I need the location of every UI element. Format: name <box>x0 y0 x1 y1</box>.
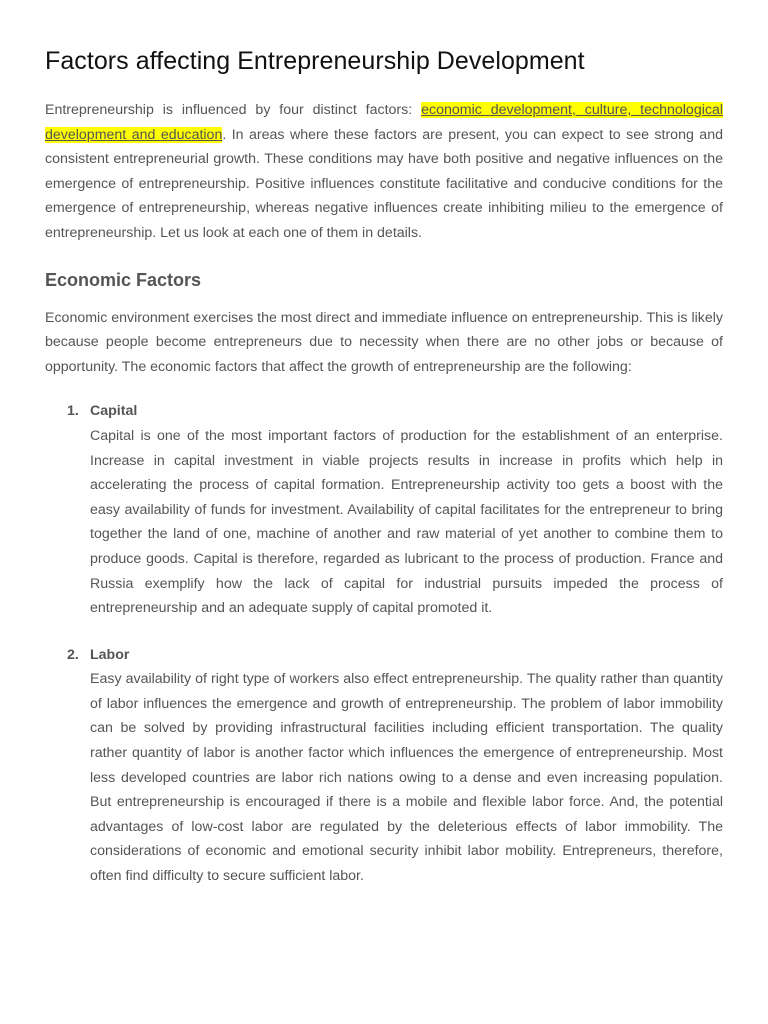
intro-paragraph <box>45 98 723 246</box>
document-title: Factors affecting Entrepreneurship Development <box>45 47 585 75</box>
economic-factors-list <box>45 399 723 888</box>
factor-name: Labor <box>90 646 130 663</box>
document-page <box>45 42 723 889</box>
intro-text-start: Entrepreneurship is influenced by four distinct factors: <box>45 102 422 118</box>
factor-number: 2. <box>67 646 79 663</box>
economic-factors-heading: Economic Factors <box>45 269 202 290</box>
factor-description: Capital is one of the most important factors of production for the establishment of an enterprise. Increase in capital investment in viable projects results in increase in profits which help in accelerating the process of capital formation. Entrepreneurship activity too gets a boost with the easy availability of funds for investment. Availability of capital facilitates for the entrepreneur to bring together the land of one, machine of another and raw material of yet another to combine them to produce goods. Capital is therefore, regarded as lubricant to the process of production. France and Russia exemplify how the lack of capital for industrial pursuits impeded the process of entrepreneurship and an adequate supply of capital promoted it. <box>90 427 723 617</box>
intro-text-end: . In areas where these factors are present, you can expect to see strong and consistent entrepreneurial growth. These conditions may have both positive and negative influences on the emergence of entrepreneurship. Positive influences constitute facilitative and conducive conditions for the emergence of entrepreneurship, whereas negative influences create inhibiting milieu to the emergence of entrepreneurship. Let us look at each one of them in details. <box>45 126 723 241</box>
highlighted-factors: economic development, culture, technological development and education <box>45 102 723 143</box>
economic-factors-intro: Economic environment exercises the most direct and immediate influence on entrepreneurship. This is likely because people become entrepreneurs due to necessity when there are no other jobs or because of opportunity. The economic factors that affect the growth of entrepreneurship are the following: <box>45 309 723 375</box>
factor-number: 1. <box>67 403 79 420</box>
factor-description: Easy availability of right type of workers also effect entrepreneurship. The quality rather than quantity of labor influences the emergence and growth of entrepreneurship. The problem of labor immobility can be solved by providing infrastructural facilities including efficient transportation. The quality rather quantity of labor is another factor which influences the emergence of entrepreneurship. Most less developed countries are labor rich nations owing to a dense and even increasing population. But entrepreneurship is encouraged if there is a mobile and flexible labor force. And, the potential advantages of low-cost labor are regulated by the deleterious effects of labor immobility. The considerations of economic and emotional security inhibit labor mobility. Entrepreneurs, therefore, often find difficulty to secure sufficient labor. <box>90 671 723 885</box>
factor-item-labor <box>45 643 723 889</box>
factor-name: Capital <box>90 403 138 420</box>
factor-item-capital <box>45 399 723 620</box>
